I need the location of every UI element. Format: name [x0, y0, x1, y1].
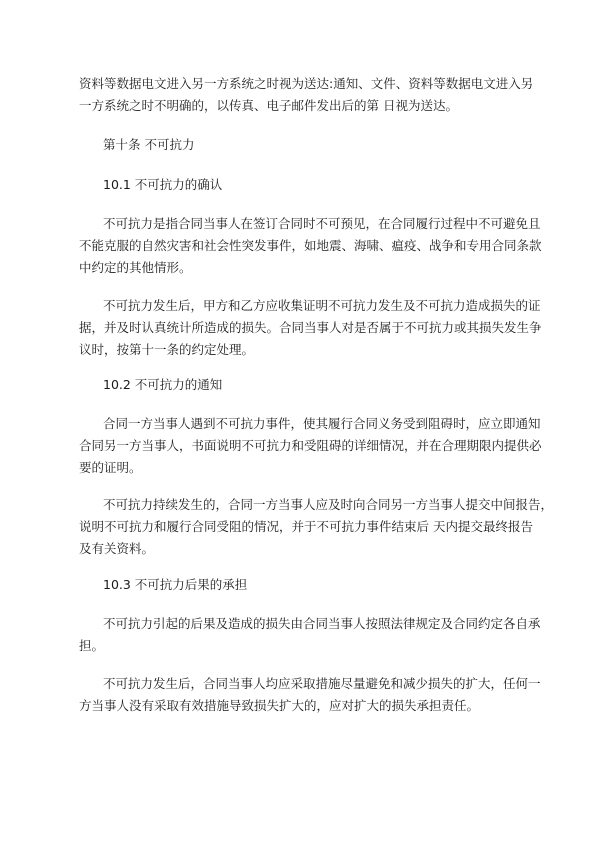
- heading-text: 10.1 不可抗力的确认: [103, 177, 223, 192]
- heading-text: 10.3 不可抗力后果的承担: [103, 577, 248, 592]
- text-line: 合同一方当事人遇到不可抗力事件，使其履行合同义务受到阻碍时，应立即通知: [103, 416, 541, 431]
- subsection-heading-10-2: [79, 374, 524, 396]
- text-line: 及有关资料。: [79, 541, 155, 556]
- paragraph-force-majeure-definition: [79, 213, 542, 279]
- text-line: 一方系统之时不明确的，以传真、电子邮件发出后的第 日视为送达。: [79, 98, 458, 113]
- paragraph-force-majeure-evidence: [79, 295, 542, 361]
- heading-text: 第十条 不可抗力: [103, 137, 195, 152]
- text-line: 说明不可抗力和履行合同受阻的情况，并于不可抗力事件结束后 天内提交最终报告: [79, 519, 533, 534]
- text-line: 要的证明。: [79, 460, 142, 475]
- paragraph-interim-report: [79, 494, 554, 560]
- text-line: 不可抗力发生后，甲方和乙方应收集证明不可抗力发生及不可抗力造成损失的证: [103, 298, 541, 313]
- text-line: 不可抗力发生后，合同当事人均应采取措施尽量避免和减少损失的扩大，任何一: [103, 676, 541, 691]
- text-line: 不可抗力引起的后果及造成的损失由合同当事人按照法律规定及合同约定各自承: [103, 616, 541, 631]
- paragraph-mitigation: [79, 673, 541, 717]
- text-line: 中约定的其他情形。: [79, 260, 192, 275]
- text-line: 不可抗力是指合同当事人在签订合同时不可预见，在合同履行过程中不可避免且: [103, 216, 541, 231]
- text-line: 议时，按第十一条的约定处理。: [79, 342, 255, 357]
- paragraph-delivery-continued: [79, 73, 534, 117]
- text-line: 据，并及时认真统计所造成的损失。合同当事人对是否属于不可抗力或其损失发生争: [79, 320, 542, 335]
- paragraph-consequences: [79, 613, 541, 657]
- text-line: 资料等数据电文进入另一方系统之时视为送达:通知、文件、资料等数据电文进入另: [79, 76, 534, 91]
- paragraph-force-majeure-notice: [79, 413, 542, 479]
- subsection-heading-10-1: [79, 174, 524, 196]
- text-line: 方当事人没有采取有效措施导致损失扩大的，应对扩大的损失承担责任。: [79, 698, 480, 713]
- text-line: 不可抗力持续发生的，合同一方当事人应及时向合同另一方当事人提交中间报告，: [103, 497, 554, 512]
- text-line: 不能克服的自然灾害和社会性突发事件，如地震、海啸、瘟疫、战争和专用合同条款: [79, 238, 542, 253]
- heading-text: 10.2 不可抗力的通知: [103, 377, 223, 392]
- text-line: 担。: [79, 638, 105, 653]
- section-heading-article-10: [79, 134, 524, 156]
- subsection-heading-10-3: [79, 574, 524, 596]
- text-line: 合同另一方当事人，书面说明不可抗力和受阻碍的详细情况，并在合理期限内提供必: [79, 438, 542, 453]
